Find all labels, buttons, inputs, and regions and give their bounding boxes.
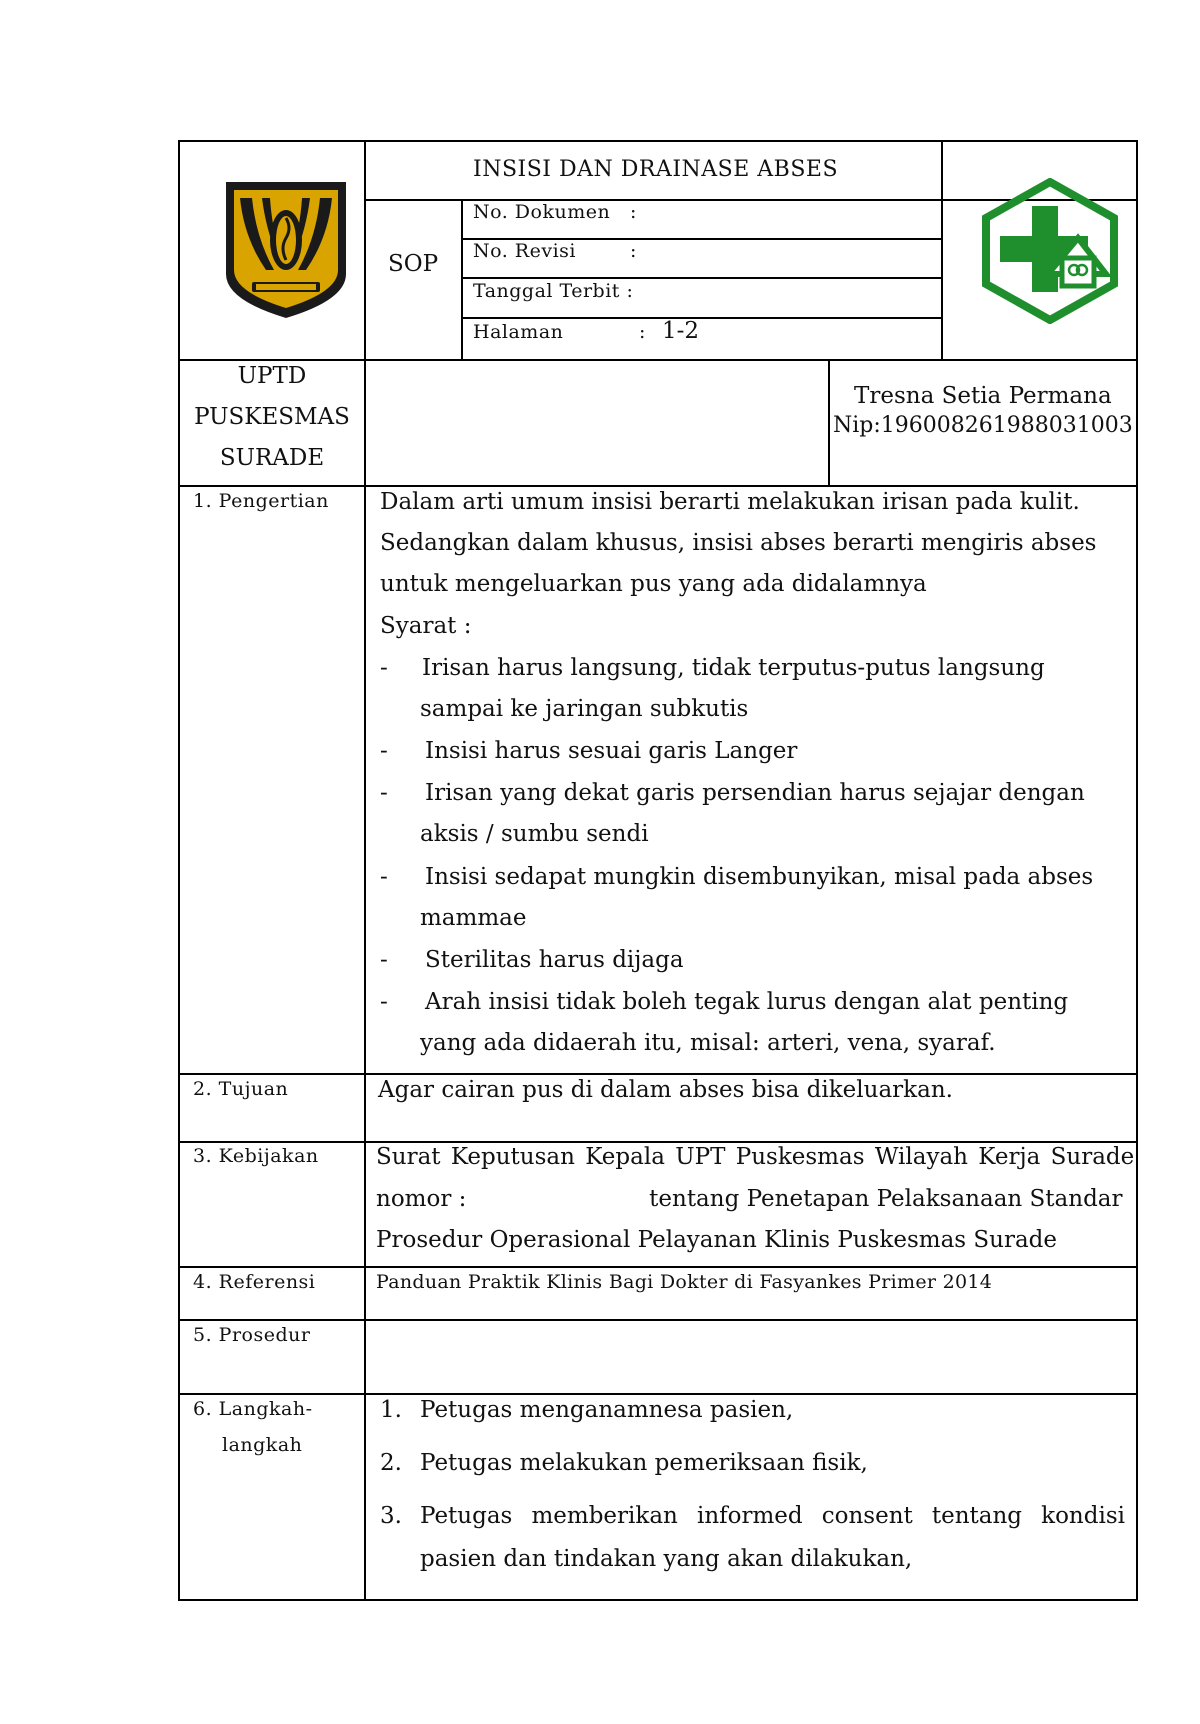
syarat-dash-6: -	[380, 989, 388, 1015]
meta-row-border-2	[462, 277, 942, 279]
section-label-referensi: 4. Referensi	[193, 1271, 316, 1293]
referensi-text: Panduan Praktik Klinis Bagi Dokter di Fasyankes Primer 2014	[376, 1271, 993, 1293]
syarat-item-1-line-1: Irisan harus langsung, tidak terputus-putus langsung	[422, 655, 1045, 681]
meta-label-no-revisi: No. Revisi	[473, 240, 576, 262]
pengertian-line-2: Sedangkan dalam khusus, insisi abses berarti mengiris abses	[380, 530, 1097, 556]
syarat-item-4-line-2: mammae	[420, 905, 527, 931]
org-name-line-2: PUSKESMAS	[194, 404, 350, 430]
step-1-line-1: Petugas menganamnesa pasien,	[420, 1397, 794, 1423]
syarat-dash-1: -	[380, 655, 388, 681]
syarat-dash-3: -	[380, 780, 388, 806]
prosedur-bottom-border	[178, 1393, 1138, 1395]
meta-value-halaman: 1-2	[662, 318, 700, 344]
puskesmas-logo	[978, 178, 1122, 324]
meta-sep-no-revisi: :	[630, 240, 637, 262]
pengertian-line-3: untuk mengeluarkan pus yang ada didalamnya	[380, 571, 927, 597]
syarat-item-4-line-1: Insisi sedapat mungkin disembunyikan, misal pada abses	[425, 864, 1094, 890]
sop-label: SOP	[388, 251, 439, 277]
syarat-dash-4: -	[380, 864, 388, 890]
step-number-1: 1.	[380, 1397, 402, 1423]
sop-column-border	[461, 199, 463, 361]
syarat-item-3-line-2: aksis / sumbu sendi	[420, 821, 649, 847]
syarat-item-5-line-1: Sterilitas harus dijaga	[425, 947, 684, 973]
syarat-item-6-line-1: Arah insisi tidak boleh tegak lurus dengan alat penting	[425, 989, 1069, 1015]
meta-sep-no-dokumen: :	[630, 201, 637, 223]
section-label-langkah-line-2: langkah	[222, 1434, 303, 1456]
pengertian-bottom-border	[178, 1073, 1138, 1075]
document-title: INSISI DAN DRAINASE ABSES	[473, 157, 839, 182]
meta-label-tanggal-terbit: Tanggal Terbit :	[473, 280, 634, 302]
syarat-heading: Syarat :	[380, 613, 472, 639]
step-3-line-1: Petugas memberikan informed consent tentang kondisi	[420, 1503, 1125, 1529]
kebijakan-line-1: Surat Keputusan Kepala UPT Puskesmas Wilayah Kerja Surade	[376, 1144, 1135, 1170]
table-border-left	[178, 140, 180, 1601]
table-border-top	[178, 140, 1138, 142]
signer-name: Tresna Setia Permana	[854, 383, 1112, 409]
section-label-langkah-line-1: 6. Langkah-	[193, 1398, 313, 1420]
tujuan-bottom-border	[178, 1141, 1138, 1143]
section-label-tujuan: 2. Tujuan	[193, 1078, 289, 1100]
step-number-3: 3.	[380, 1503, 402, 1529]
syarat-item-1-line-2: sampai ke jaringan subkutis	[420, 696, 749, 722]
table-border-bottom	[178, 1599, 1138, 1601]
meta-label-halaman: Halaman	[473, 321, 564, 343]
signer-nip: Nip:196008261988031003	[833, 413, 1133, 438]
right-logo-column-border	[941, 140, 943, 361]
kebijakan-bottom-border	[178, 1266, 1138, 1268]
kebijakan-line-2: nomor : tentang Penetapan Pelaksanaan Standar	[376, 1186, 1123, 1212]
regency-emblem-logo	[222, 178, 350, 320]
meta-sep-halaman: :	[639, 321, 646, 343]
section-label-prosedur: 5. Prosedur	[193, 1324, 311, 1346]
meta-label-no-dokumen: No. Dokumen	[473, 201, 611, 223]
kebijakan-line-3: Prosedur Operasional Pelayanan Klinis Puskesmas Surade	[376, 1227, 1058, 1253]
tujuan-text: Agar cairan pus di dalam abses bisa dikeluarkan.	[378, 1077, 953, 1103]
signer-column-border	[828, 359, 830, 487]
org-name-line-1: UPTD	[237, 363, 307, 389]
pengertian-line-1: Dalam arti umum insisi berarti melakukan irisan pada kulit.	[380, 489, 1080, 515]
org-name-line-3: SURADE	[219, 445, 325, 471]
section-label-pengertian: 1. Pengertian	[193, 490, 329, 512]
syarat-item-2-line-1: Insisi harus sesuai garis Langer	[425, 738, 798, 764]
syarat-dash-2: -	[380, 738, 388, 764]
step-number-2: 2.	[380, 1450, 402, 1476]
table-border-right	[1136, 140, 1138, 1601]
meta-row-border-3	[462, 317, 942, 319]
syarat-dash-5: -	[380, 947, 388, 973]
step-3-line-2: pasien dan tindakan yang akan dilakukan,	[420, 1546, 913, 1572]
syarat-item-6-line-2: yang ada didaerah itu, misal: arteri, vena, syaraf.	[420, 1030, 996, 1056]
label-column-border	[364, 140, 366, 1601]
org-row-bottom-border	[178, 485, 1138, 487]
syarat-item-3-line-1: Irisan yang dekat garis persendian harus sejajar dengan	[425, 780, 1085, 806]
referensi-bottom-border	[178, 1319, 1138, 1321]
section-label-kebijakan: 3. Kebijakan	[193, 1145, 319, 1167]
step-2-line-1: Petugas melakukan pemeriksaan fisik,	[420, 1450, 868, 1476]
